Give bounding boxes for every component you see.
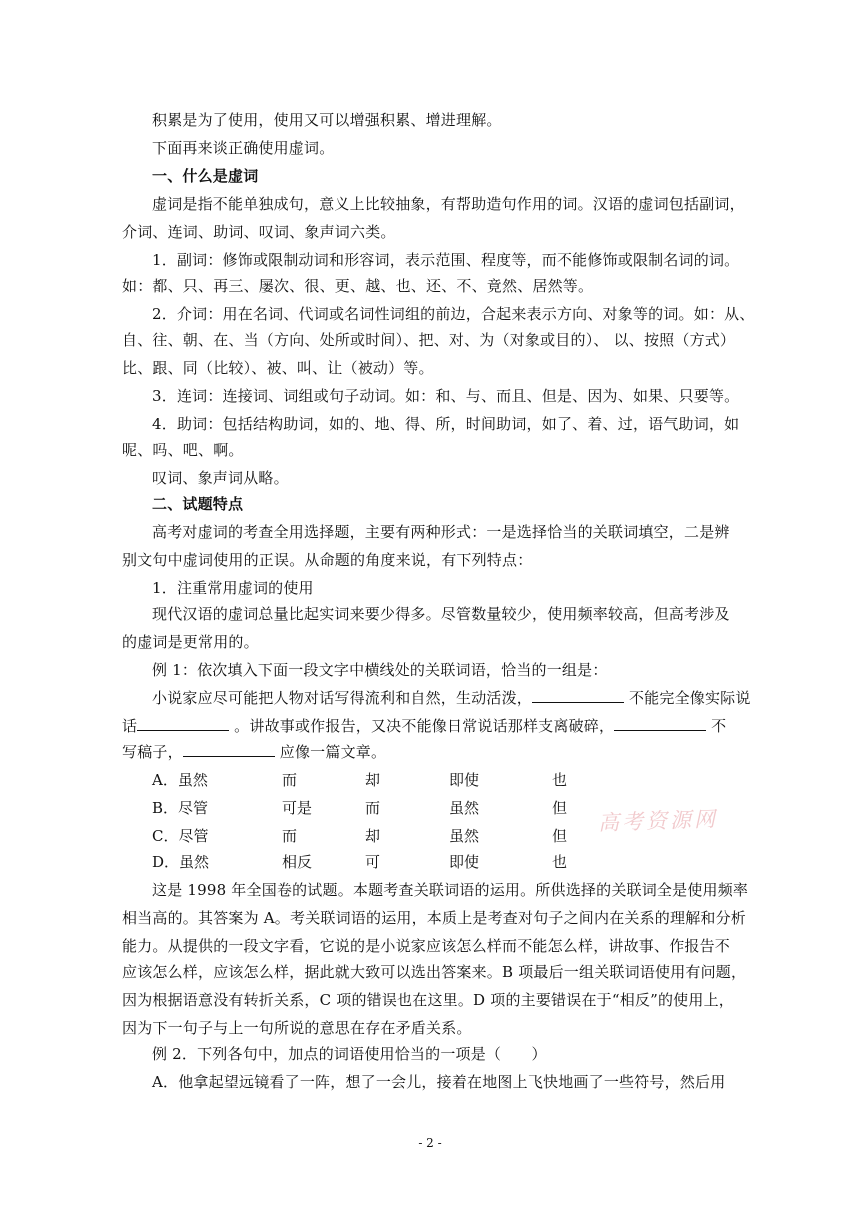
paragraph-line: 别文句中虚词使用的正误。从命题的角度来说，有下列特点： [122, 551, 533, 569]
page-number: - 2 - [418, 1136, 442, 1150]
fill-blank [614, 716, 706, 731]
option-row: D．虽然 相反 可 即使 也 [152, 853, 568, 871]
section-heading: 一、什么是虚词 [152, 167, 259, 185]
option-row: A．虽然 而 却 即使 也 [152, 771, 568, 789]
paragraph-line: 叹词、象声词从略。 [152, 469, 289, 487]
paragraph-line: 1．注重常用虚词的使用 [152, 579, 314, 597]
paragraph-line: 小说家应尽可能把人物对话写得流利和自然，生动活泼， 不能完全像实际说 [152, 689, 751, 707]
paragraph-line: 3．连词：连接词、词组或句子动词。如：和、与、而且、但是、因为、如果、只要等。 [152, 387, 740, 405]
paragraph-line: 现代汉语的虚词总量比起实词来要少得多。尽管数量较少，使用频率较高，但高考涉及 [152, 605, 730, 623]
paragraph-line: 应该怎么样，应该怎么样，据此就大致可以选出答案来。B 项最后一组关联词语使用有问题， [122, 963, 747, 981]
paragraph-line: 介词、连词、助词、叹词、象声词六类。 [122, 223, 396, 241]
fill-blank [183, 742, 275, 757]
paragraph-line: 比、跟、同（比较）、被、叫、让（被动）等。 [122, 359, 434, 377]
paragraph-line: 高考对虚词的考查全用选择题，主要有两种形式：一是选择恰当的关联词填空，二是辨 [152, 523, 730, 541]
section-heading: 二、试题特点 [152, 495, 244, 513]
paragraph-line: 能力。从提供的一段文字看，它说的是小说家应该怎么样而不能怎么样，讲故事、作报告不 [122, 937, 731, 955]
paragraph-line: 积累是为了使用，使用又可以增强积累、增进理解。 [152, 111, 502, 129]
fill-blank [137, 716, 229, 731]
paragraph-line: 4．助词：包括结构助词，如的、地、得、所，时间助词，如了、着、过，语气助词，如 [152, 415, 740, 433]
example-heading: 例 2．下列各句中，加点的词语使用恰当的一项是（ ） [152, 1045, 547, 1063]
paragraph-line: 因为根据语意没有转折关系，C 项的错误也在这里。D 项的主要错误在于“相反”的使用上， [122, 991, 734, 1009]
paragraph-line: 虚词是指不能单独成句，意义上比较抽象，有帮助造句作用的词。汉语的虚词包括副词， [152, 195, 745, 213]
paragraph-line: 写稿子， 应像一篇文章。 [122, 743, 387, 761]
paragraph-line: A．他拿起望远镜看了一阵，想了一会儿，接着在地图上飞快地画了一些符号，然后用 [152, 1073, 726, 1091]
paragraph-line: 1．副词：修饰或限制动词和形容词，表示范围、程度等，而不能修饰或限制名词的词。 [152, 251, 740, 269]
paragraph-line: 相当高的。其答案为 A。考关联词语的运用，本质上是考查对句子之间内在关系的理解和分析 [122, 909, 747, 927]
paragraph-line: 这是 1998 年全国卷的试题。本题考查关联词语的运用。所供选择的关联词全是使用频率 [152, 881, 749, 899]
fill-blank [532, 688, 624, 703]
paragraph-line: 自、往、朝、在、当（方向、处所或时间）、把、对、为（对象或目的）、 以、按照（方式） [122, 331, 736, 349]
paragraph-line: 如：都、只、再三、屡次、很、更、越、也、还、不、竟然、居然等。 [122, 277, 594, 295]
paragraph-line: 的虚词是更常用的。 [122, 633, 259, 651]
example-heading: 例 1：依次填入下面一段文字中横线处的关联词语，恰当的一组是： [152, 661, 608, 679]
option-row: C．尽管 而 却 虽然 但 [152, 827, 568, 845]
paragraph-line: 话 。讲故事或作报告，又决不能像日常说话那样支离破碎， 不 [122, 717, 727, 735]
paragraph-line: 2．介词：用在名词、代词或名词性词组的前边，合起来表示方向、对象等的词。如：从、 [152, 305, 755, 323]
paragraph-line: 下面再来谈正确使用虚词。 [152, 139, 335, 157]
watermark-logo: 高考资源网 [597, 806, 719, 836]
paragraph-line: 因为下一句子与上一句所说的意思在存在矛盾关系。 [122, 1019, 472, 1037]
paragraph-line: 呢、吗、吧、啊。 [122, 441, 244, 459]
option-row: B．尽管 可是 而 虽然 但 [152, 799, 568, 817]
